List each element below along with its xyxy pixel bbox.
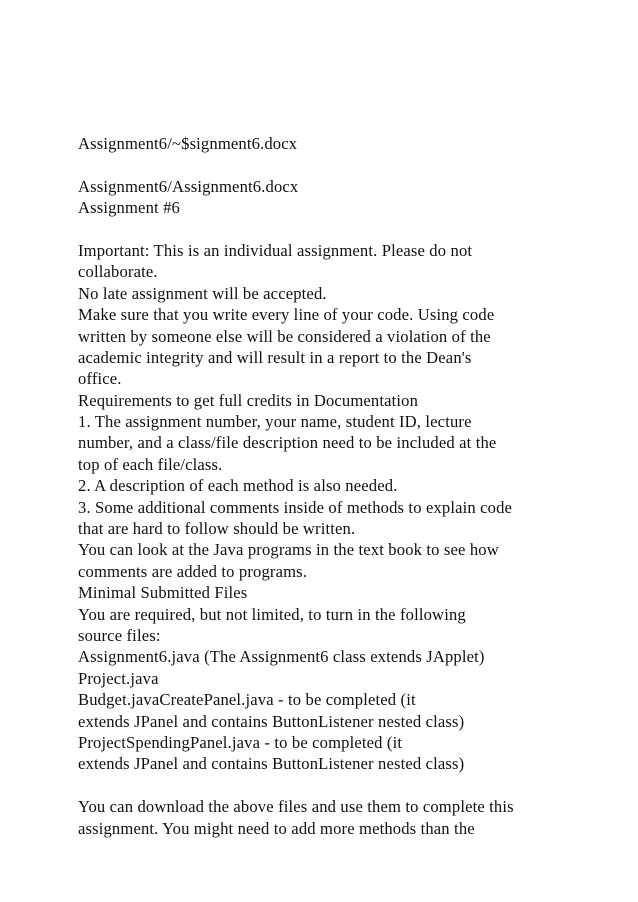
assignment-title: Assignment #6 <box>78 198 180 218</box>
file-path-docx: Assignment6/Assignment6.docx <box>78 176 299 196</box>
blank-line <box>78 219 618 240</box>
text-line: 3. Some additional comments inside of methods to explain code <box>78 497 513 517</box>
document-body <box>78 133 618 839</box>
text-line: 1. The assignment number, your name, student ID, lecture <box>78 412 472 432</box>
text-line: collaborate. <box>78 262 158 282</box>
text-line: top of each file/class. <box>78 454 223 474</box>
text-line: extends JPanel and contains ButtonListener nested class) <box>78 754 465 774</box>
file-list-item: Assignment6.java (The Assignment6 class extends JApplet) <box>78 647 485 667</box>
text-line: academic integrity and will result in a report to the Dean's <box>78 347 472 367</box>
text-line: You are required, but not limited, to turn in the following <box>78 604 466 624</box>
text-line: source files: <box>78 625 161 645</box>
text-line: 2. A description of each method is also needed. <box>78 476 398 496</box>
file-path-temp: Assignment6/~$signment6.docx <box>78 134 298 153</box>
text-line: No late assignment will be accepted. <box>78 283 327 303</box>
file-list-item: Budget.javaCreatePanel.java - to be completed (it <box>78 690 416 710</box>
blank-line <box>78 775 618 796</box>
text-line: extends JPanel and contains ButtonListener nested class) <box>78 711 465 731</box>
text-line: written by someone else will be considered a violation of the <box>78 326 491 346</box>
section-heading-submitted-files: Minimal Submitted Files <box>78 583 248 603</box>
text-line: number, and a class/file description need to be included at the <box>78 433 497 453</box>
text-line: Important: This is an individual assignment. Please do not <box>78 240 473 260</box>
blank-line <box>78 154 618 175</box>
file-list-item: Project.java <box>78 668 159 688</box>
text-line: office. <box>78 369 122 389</box>
text-line: that are hard to follow should be written. <box>78 519 356 539</box>
text-line: comments are added to programs. <box>78 561 308 581</box>
text-line: assignment. You might need to add more methods than the <box>78 818 475 838</box>
text-line: You can download the above files and use them to complete this <box>78 797 514 817</box>
file-list-item: ProjectSpendingPanel.java - to be completed (it <box>78 732 403 752</box>
text-line: Make sure that you write every line of your code. Using code <box>78 305 495 325</box>
text-line: You can look at the Java programs in the text book to see how <box>78 540 499 560</box>
section-heading-documentation: Requirements to get full credits in Documentation <box>78 390 419 410</box>
